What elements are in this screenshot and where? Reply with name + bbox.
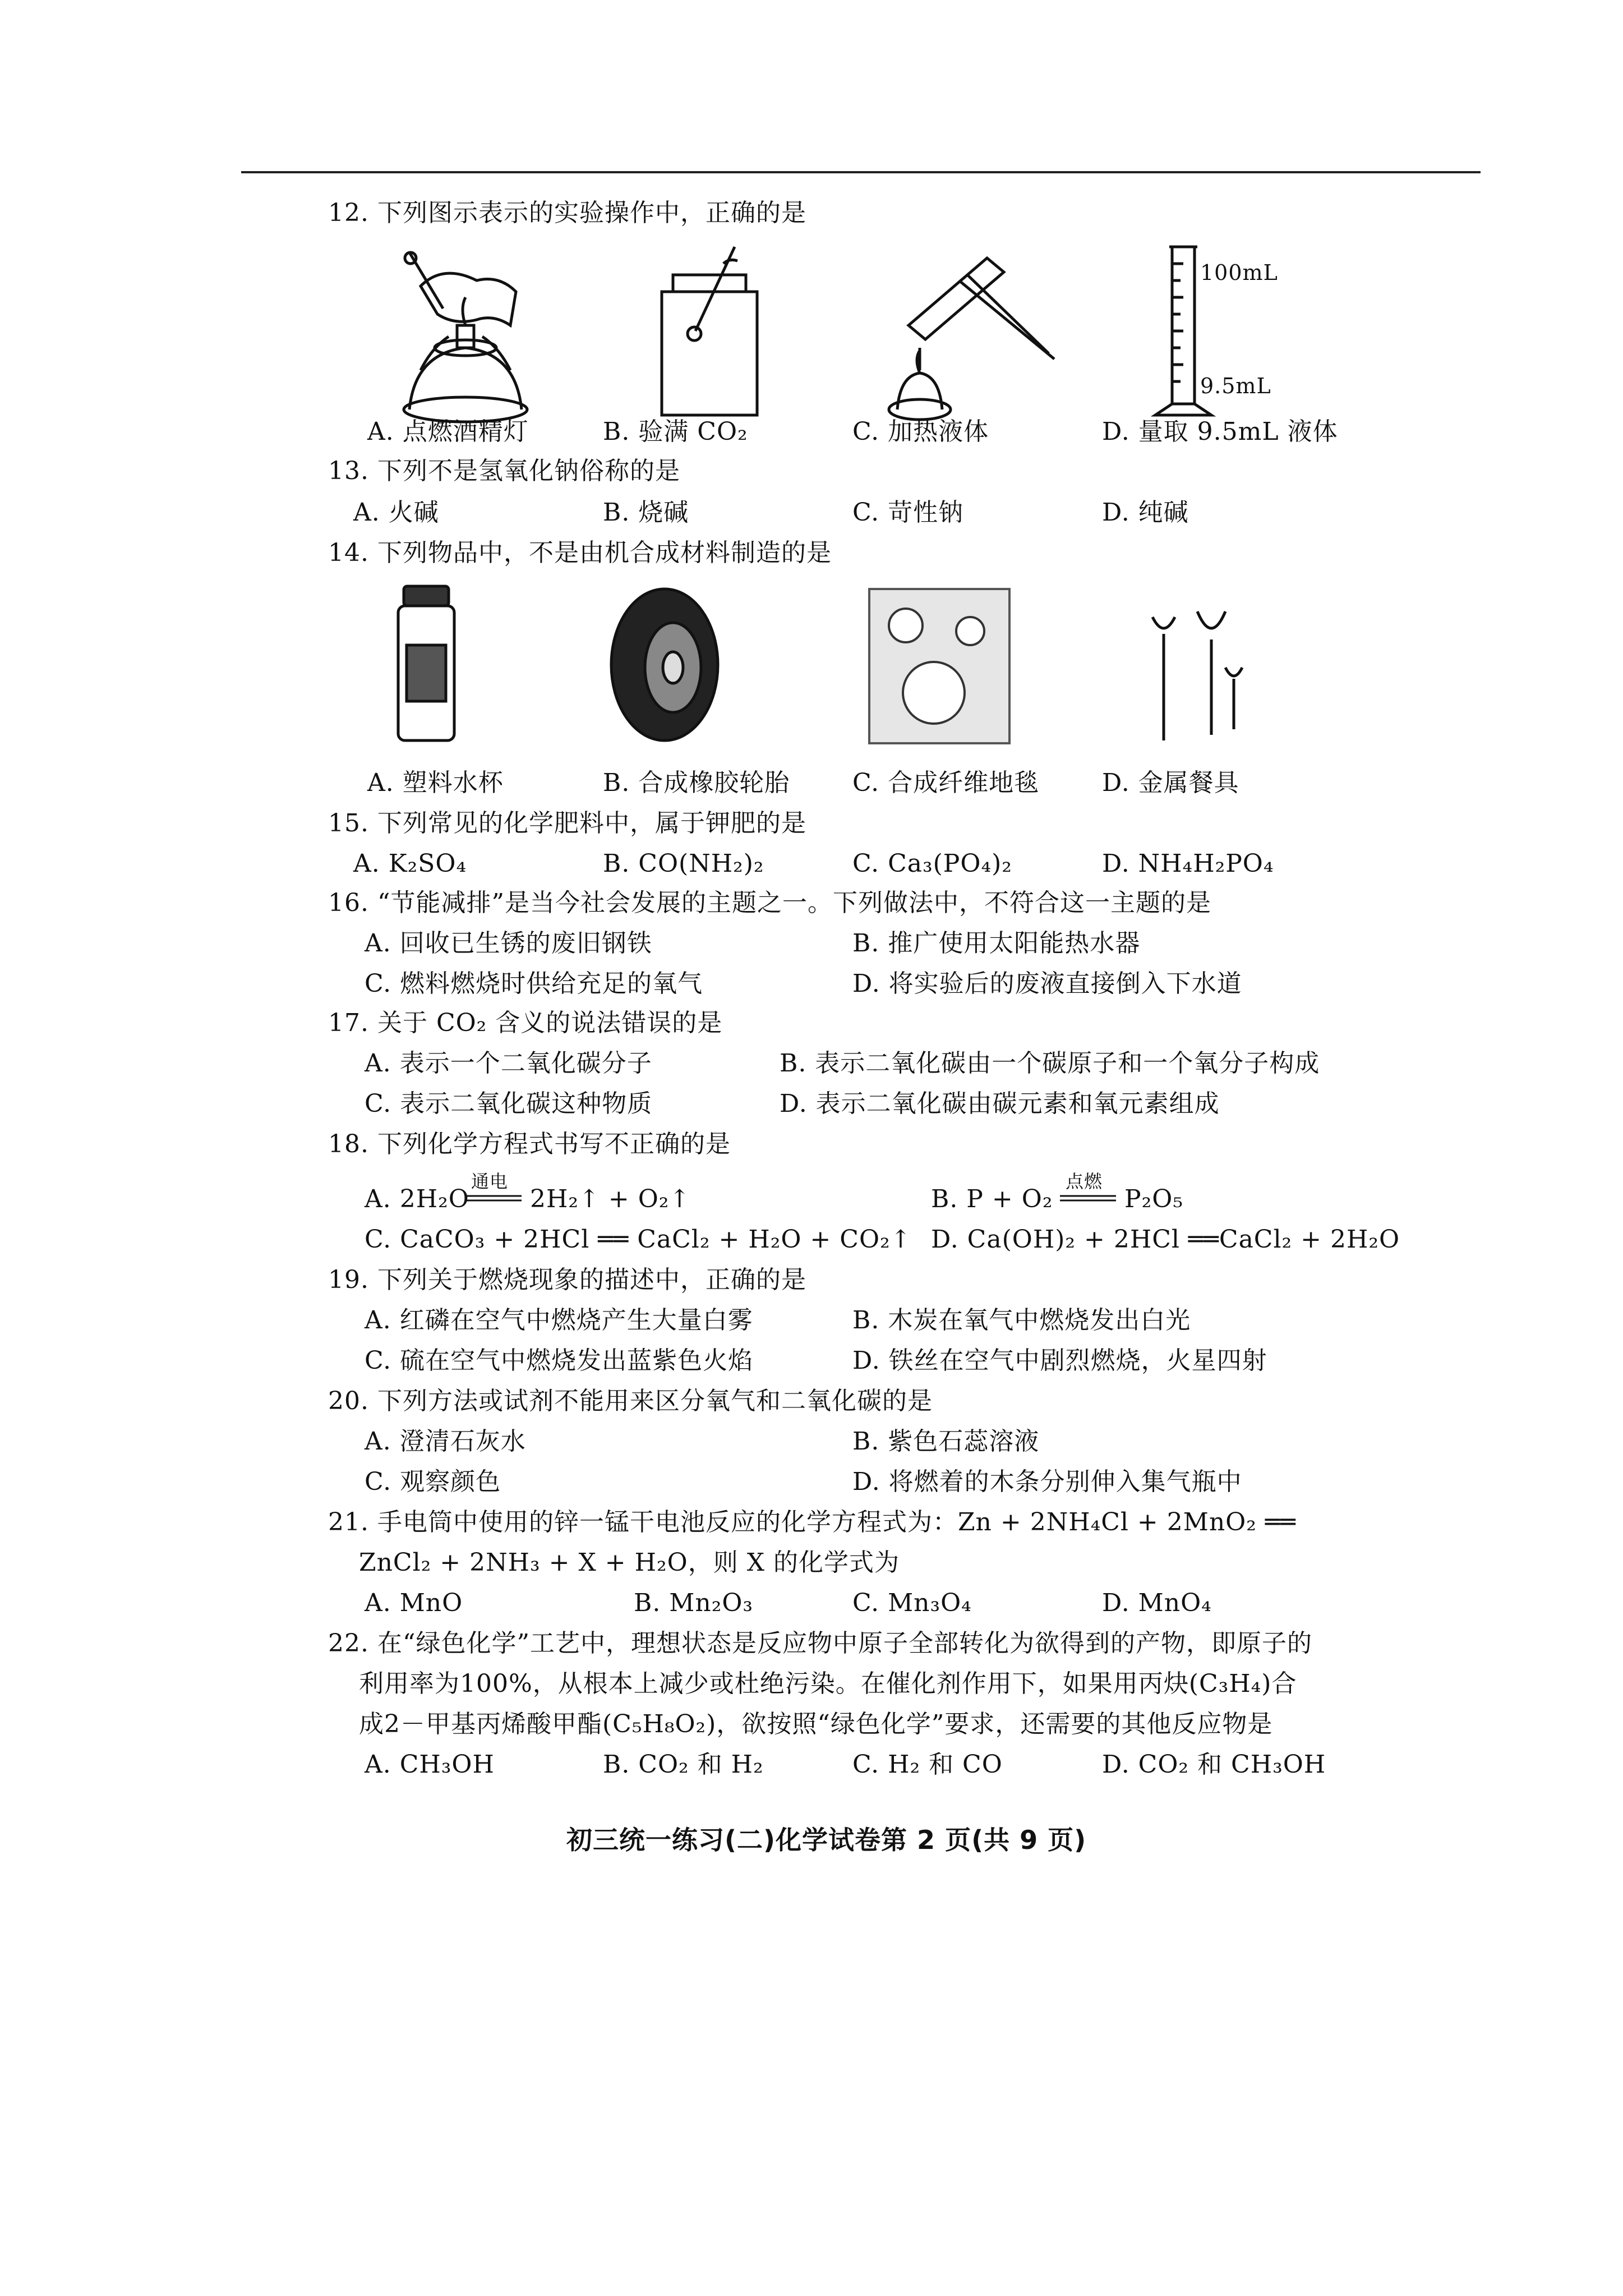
q22-line2: 利用率为100%，从根本上减少或杜绝污染。在催化剂作用下，如果用丙炔(C₃H₄)合: [359, 1669, 1297, 1698]
q22-option-c: C. H₂ 和 CO: [852, 1750, 1003, 1779]
q18-option-a-condition: 通电: [471, 1171, 509, 1192]
q22-option-d: D. CO₂ 和 CH₃OH: [1102, 1750, 1326, 1779]
q18-option-a-left: A. 2H₂O: [365, 1185, 469, 1213]
q12-stem: 12. 下列图示表示的实验操作中，正确的是: [328, 199, 806, 227]
q13-stem: 13. 下列不是氢氧化钠俗称的是: [328, 457, 680, 485]
q14-option-c: C. 合成纤维地毯: [852, 769, 1040, 797]
q22-option-a: A. CH₃OH: [365, 1750, 495, 1779]
q17-option-c: C. 表示二氧化碳这种物质: [365, 1089, 653, 1118]
q14-stem: 14. 下列物品中，不是由机合成材料制造的是: [328, 539, 832, 567]
synthetic-fiber-carpet-illustration: [866, 586, 1012, 746]
q12-option-d: D. 量取 9.5mL 液体: [1102, 417, 1338, 446]
q15-option-d: D. NH₄H₂PO₄: [1102, 849, 1274, 878]
q19-option-b: B. 木炭在氧气中燃烧发出白光: [852, 1306, 1191, 1335]
q18-stem: 18. 下列化学方程式书写不正确的是: [328, 1130, 731, 1158]
page-footer: 初三统一练习(二)化学试卷第 2 页(共 9 页): [566, 1825, 1087, 1855]
q18-option-b-right: P₂O₅: [1124, 1185, 1183, 1213]
q18-option-b-equals: [1060, 1194, 1116, 1202]
q19-option-c: C. 硫在空气中燃烧发出蓝紫色火焰: [365, 1346, 754, 1375]
header-rule: [241, 171, 1481, 173]
q17-option-b: B. 表示二氧化碳由一个碳原子和一个氧分子构成: [780, 1049, 1320, 1078]
q14-option-d: D. 金属餐具: [1102, 769, 1239, 797]
heating-liquid-illustration: [875, 236, 1060, 426]
q21-line2: ZnCl₂ + 2NH₃ + X + H₂O，则 X 的化学式为: [359, 1548, 900, 1577]
q15-option-c: C. Ca₃(PO₄)₂: [852, 849, 1012, 878]
metal-tableware-illustration: [1136, 583, 1253, 746]
q22-line1: 22. 在“绿色化学”工艺中，理想状态是反应物中原子全部转化为欲得到的产物，即原子的: [328, 1629, 1312, 1658]
q15-option-a: A. K₂SO₄: [353, 849, 467, 878]
q13-option-c: C. 苛性钠: [852, 498, 964, 527]
cylinder-mark-label: 9.5mL: [1200, 374, 1271, 398]
q12-option-c: C. 加热液体: [852, 417, 989, 446]
q21-line1: 21. 手电筒中使用的锌一锰干电池反应的化学方程式为：Zn + 2NH₄Cl + 2MnO₂ ══: [328, 1508, 1296, 1536]
q16-option-d: D. 将实验后的废液直接倒入下水道: [852, 969, 1242, 998]
q12-option-a: A. 点燃酒精灯: [367, 417, 529, 446]
q15-stem: 15. 下列常见的化学肥料中，属于钾肥的是: [328, 809, 806, 838]
q19-option-d: D. 铁丝在空气中剧烈燃烧，火星四射: [852, 1346, 1267, 1375]
q22-line3: 成2－甲基丙烯酸甲酯(C₅H₈O₂)，欲按照“绿色化学”要求，还需要的其他反应物是: [359, 1710, 1273, 1738]
q18-option-b-left: B. P + O₂: [931, 1185, 1053, 1213]
q13-option-d: D. 纯碱: [1102, 498, 1189, 527]
q19-stem: 19. 下列关于燃烧现象的描述中，正确的是: [328, 1266, 806, 1294]
q18-option-d: D. Ca(OH)₂ + 2HCl ══CaCl₂ + 2H₂O: [931, 1225, 1400, 1254]
q12-option-b: B. 验满 CO₂: [603, 417, 748, 446]
q18-option-a-equals: [465, 1194, 522, 1202]
q21-option-b: B. Mn₂O₃: [634, 1589, 754, 1617]
q18-option-b-condition: 点燃: [1066, 1171, 1103, 1192]
q19-option-a: A. 红磷在空气中燃烧产生大量白雾: [365, 1306, 753, 1335]
lighting-alcohol-lamp-illustration: [381, 241, 550, 426]
q17-stem: 17. 关于 CO₂ 含义的说法错误的是: [328, 1009, 723, 1037]
q16-option-c: C. 燃料燃烧时供给充足的氧气: [365, 969, 703, 998]
q13-option-b: B. 烧碱: [603, 498, 689, 527]
q20-option-d: D. 将燃着的木条分别伸入集气瓶中: [852, 1467, 1242, 1496]
q16-option-a: A. 回收已生锈的废旧钢铁: [365, 929, 652, 958]
q20-option-c: C. 观察颜色: [365, 1467, 501, 1496]
q20-option-a: A. 澄清石灰水: [365, 1427, 526, 1456]
q18-option-a-right: 2H₂↑ + O₂↑: [530, 1185, 691, 1213]
q20-option-b: B. 紫色石蕊溶液: [852, 1427, 1040, 1456]
q13-option-a: A. 火碱: [353, 498, 439, 527]
q21-option-a: A. MnO: [365, 1589, 463, 1617]
q21-option-c: C. Mn₃O₄: [852, 1589, 972, 1617]
q14-option-b: B. 合成橡胶轮胎: [603, 769, 790, 797]
co2-full-test-illustration: [645, 241, 774, 426]
q16-stem: 16. “节能减排”是当今社会发展的主题之一。下列做法中，不符合这一主题的是: [328, 889, 1211, 917]
q17-option-a: A. 表示一个二氧化碳分子: [365, 1049, 652, 1078]
q18-option-c: C. CaCO₃ + 2HCl ══ CaCl₂ + H₂O + CO₂↑: [365, 1225, 912, 1254]
q15-option-b: B. CO(NH₂)₂: [603, 849, 764, 878]
q17-option-d: D. 表示二氧化碳由碳元素和氧元素组成: [780, 1089, 1220, 1118]
cylinder-top-label: 100mL: [1200, 260, 1278, 285]
q14-option-a: A. 塑料水杯: [367, 769, 504, 797]
q16-option-b: B. 推广使用太阳能热水器: [852, 929, 1141, 958]
q22-option-b: B. CO₂ 和 H₂: [603, 1750, 764, 1779]
rubber-tire-illustration: [606, 583, 729, 746]
q20-stem: 20. 下列方法或试剂不能用来区分氧气和二氧化碳的是: [328, 1387, 933, 1415]
q21-option-d: D. MnO₄: [1102, 1589, 1212, 1617]
plastic-water-bottle-illustration: [393, 583, 460, 746]
